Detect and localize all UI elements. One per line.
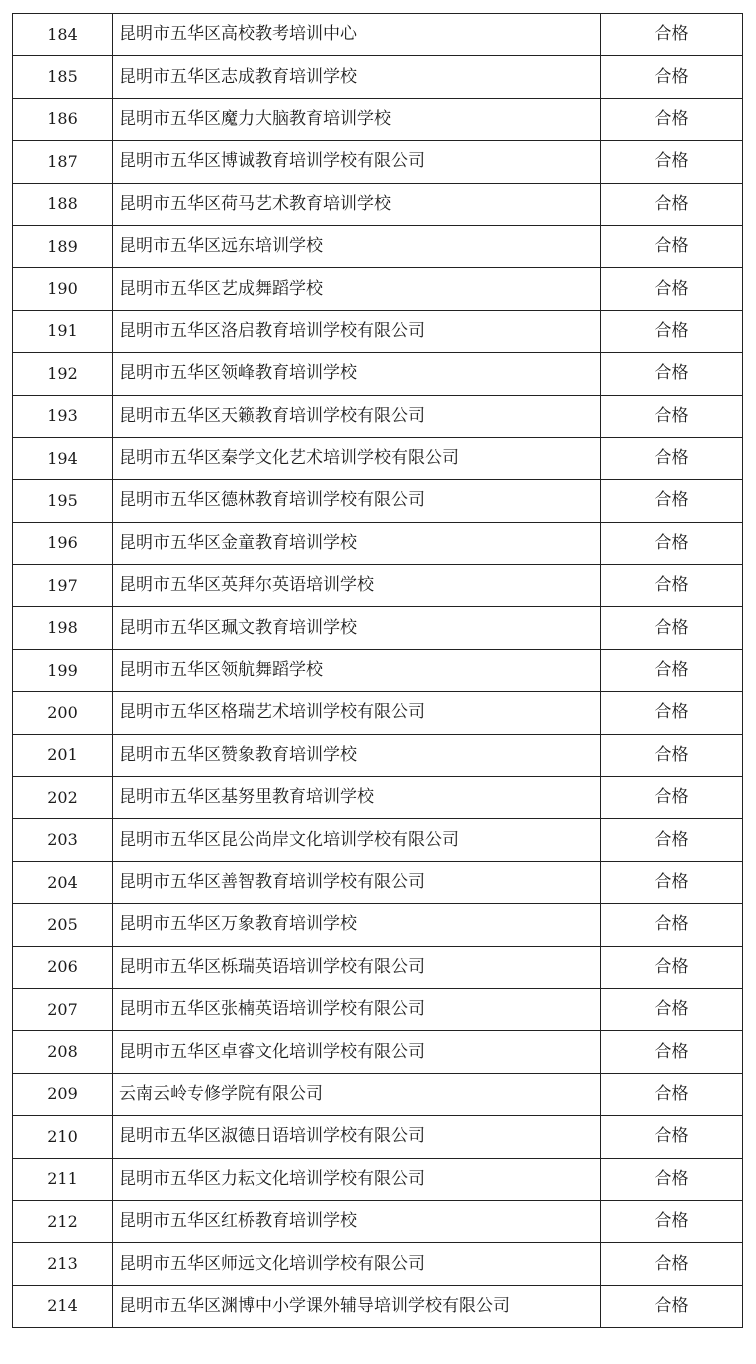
table-row	[13, 183, 743, 225]
row-number-cell: 206	[13, 946, 113, 988]
result-cell: 合格	[601, 1158, 743, 1200]
table-row	[13, 946, 743, 988]
institution-name-cell: 昆明市五华区万象教育培训学校	[113, 904, 601, 946]
table-row	[13, 819, 743, 861]
result-cell: 合格	[601, 268, 743, 310]
institution-name-cell: 昆明市五华区基努里教育培训学校	[113, 777, 601, 819]
result-cell: 合格	[601, 904, 743, 946]
row-number-cell: 205	[13, 904, 113, 946]
result-cell: 合格	[601, 183, 743, 225]
institution-name-cell: 昆明市五华区博诚教育培训学校有限公司	[113, 141, 601, 183]
result-cell: 合格	[601, 1031, 743, 1073]
institution-name-cell: 昆明市五华区秦学文化艺术培训学校有限公司	[113, 437, 601, 479]
result-cell: 合格	[601, 946, 743, 988]
institution-name-cell: 昆明市五华区领峰教育培训学校	[113, 353, 601, 395]
table-row	[13, 1073, 743, 1115]
table-row	[13, 1031, 743, 1073]
row-number-cell: 194	[13, 437, 113, 479]
result-cell: 合格	[601, 395, 743, 437]
institution-name-cell: 昆明市五华区师远文化培训学校有限公司	[113, 1243, 601, 1285]
institution-name-cell: 昆明市五华区栎瑞英语培训学校有限公司	[113, 946, 601, 988]
result-cell: 合格	[601, 988, 743, 1030]
institution-name-cell: 昆明市五华区志成教育培训学校	[113, 56, 601, 98]
row-number-cell: 212	[13, 1200, 113, 1242]
table-row	[13, 1243, 743, 1285]
row-number-cell: 214	[13, 1285, 113, 1327]
institution-name-cell: 昆明市五华区魔力大脑教育培训学校	[113, 98, 601, 140]
table-row	[13, 1285, 743, 1327]
institution-name-cell: 昆明市五华区卓睿文化培训学校有限公司	[113, 1031, 601, 1073]
row-number-cell: 192	[13, 353, 113, 395]
row-number-cell: 197	[13, 565, 113, 607]
row-number-cell: 200	[13, 692, 113, 734]
institution-name-cell: 昆明市五华区格瑞艺术培训学校有限公司	[113, 692, 601, 734]
institution-name-cell: 昆明市五华区赞象教育培训学校	[113, 734, 601, 776]
table-row	[13, 1200, 743, 1242]
institution-name-cell: 昆明市五华区天籁教育培训学校有限公司	[113, 395, 601, 437]
row-number-cell: 211	[13, 1158, 113, 1200]
result-cell: 合格	[601, 522, 743, 564]
result-cell: 合格	[601, 819, 743, 861]
institution-name-cell: 昆明市五华区红桥教育培训学校	[113, 1200, 601, 1242]
table-row	[13, 141, 743, 183]
row-number-cell: 210	[13, 1116, 113, 1158]
results-table-container	[12, 13, 742, 1328]
row-number-cell: 204	[13, 861, 113, 903]
row-number-cell: 193	[13, 395, 113, 437]
result-cell: 合格	[601, 437, 743, 479]
results-table	[12, 13, 743, 1328]
result-cell: 合格	[601, 861, 743, 903]
table-row	[13, 1158, 743, 1200]
institution-name-cell: 昆明市五华区张楠英语培训学校有限公司	[113, 988, 601, 1030]
row-number-cell: 199	[13, 649, 113, 691]
row-number-cell: 208	[13, 1031, 113, 1073]
result-cell: 合格	[601, 607, 743, 649]
result-cell: 合格	[601, 56, 743, 98]
table-row	[13, 649, 743, 691]
row-number-cell: 189	[13, 225, 113, 267]
table-row	[13, 14, 743, 56]
row-number-cell: 191	[13, 310, 113, 352]
table-row	[13, 310, 743, 352]
institution-name-cell: 昆明市五华区洛启教育培训学校有限公司	[113, 310, 601, 352]
institution-name-cell: 昆明市五华区领航舞蹈学校	[113, 649, 601, 691]
institution-name-cell: 昆明市五华区善智教育培训学校有限公司	[113, 861, 601, 903]
institution-name-cell: 昆明市五华区力耘文化培训学校有限公司	[113, 1158, 601, 1200]
result-cell: 合格	[601, 649, 743, 691]
result-cell: 合格	[601, 141, 743, 183]
row-number-cell: 198	[13, 607, 113, 649]
result-cell: 合格	[601, 353, 743, 395]
row-number-cell: 213	[13, 1243, 113, 1285]
row-number-cell: 187	[13, 141, 113, 183]
row-number-cell: 184	[13, 14, 113, 56]
result-cell: 合格	[601, 1243, 743, 1285]
row-number-cell: 185	[13, 56, 113, 98]
row-number-cell: 195	[13, 480, 113, 522]
institution-name-cell: 昆明市五华区艺成舞蹈学校	[113, 268, 601, 310]
table-row	[13, 861, 743, 903]
institution-name-cell: 昆明市五华区高校教考培训中心	[113, 14, 601, 56]
table-row	[13, 734, 743, 776]
results-table-body	[13, 14, 743, 1328]
table-row	[13, 353, 743, 395]
result-cell: 合格	[601, 692, 743, 734]
result-cell: 合格	[601, 565, 743, 607]
result-cell: 合格	[601, 1285, 743, 1327]
result-cell: 合格	[601, 1200, 743, 1242]
institution-name-cell: 昆明市五华区珮文教育培训学校	[113, 607, 601, 649]
table-row	[13, 777, 743, 819]
row-number-cell: 202	[13, 777, 113, 819]
result-cell: 合格	[601, 98, 743, 140]
result-cell: 合格	[601, 480, 743, 522]
institution-name-cell: 昆明市五华区昆公尚岸文化培训学校有限公司	[113, 819, 601, 861]
table-row	[13, 692, 743, 734]
row-number-cell: 190	[13, 268, 113, 310]
institution-name-cell: 云南云岭专修学院有限公司	[113, 1073, 601, 1115]
row-number-cell: 207	[13, 988, 113, 1030]
result-cell: 合格	[601, 225, 743, 267]
row-number-cell: 196	[13, 522, 113, 564]
result-cell: 合格	[601, 1116, 743, 1158]
row-number-cell: 186	[13, 98, 113, 140]
institution-name-cell: 昆明市五华区渊博中小学课外辅导培训学校有限公司	[113, 1285, 601, 1327]
row-number-cell: 209	[13, 1073, 113, 1115]
table-row	[13, 480, 743, 522]
table-row	[13, 56, 743, 98]
row-number-cell: 188	[13, 183, 113, 225]
institution-name-cell: 昆明市五华区淑德日语培训学校有限公司	[113, 1116, 601, 1158]
institution-name-cell: 昆明市五华区荷马艺术教育培训学校	[113, 183, 601, 225]
result-cell: 合格	[601, 14, 743, 56]
result-cell: 合格	[601, 310, 743, 352]
table-row	[13, 607, 743, 649]
table-row	[13, 225, 743, 267]
institution-name-cell: 昆明市五华区远东培训学校	[113, 225, 601, 267]
table-row	[13, 565, 743, 607]
institution-name-cell: 昆明市五华区金童教育培训学校	[113, 522, 601, 564]
table-row	[13, 268, 743, 310]
result-cell: 合格	[601, 734, 743, 776]
result-cell: 合格	[601, 777, 743, 819]
institution-name-cell: 昆明市五华区英拜尔英语培训学校	[113, 565, 601, 607]
table-row	[13, 395, 743, 437]
row-number-cell: 203	[13, 819, 113, 861]
row-number-cell: 201	[13, 734, 113, 776]
table-row	[13, 437, 743, 479]
institution-name-cell: 昆明市五华区德林教育培训学校有限公司	[113, 480, 601, 522]
table-row	[13, 1116, 743, 1158]
table-row	[13, 98, 743, 140]
table-row	[13, 904, 743, 946]
result-cell: 合格	[601, 1073, 743, 1115]
table-row	[13, 522, 743, 564]
table-row	[13, 988, 743, 1030]
